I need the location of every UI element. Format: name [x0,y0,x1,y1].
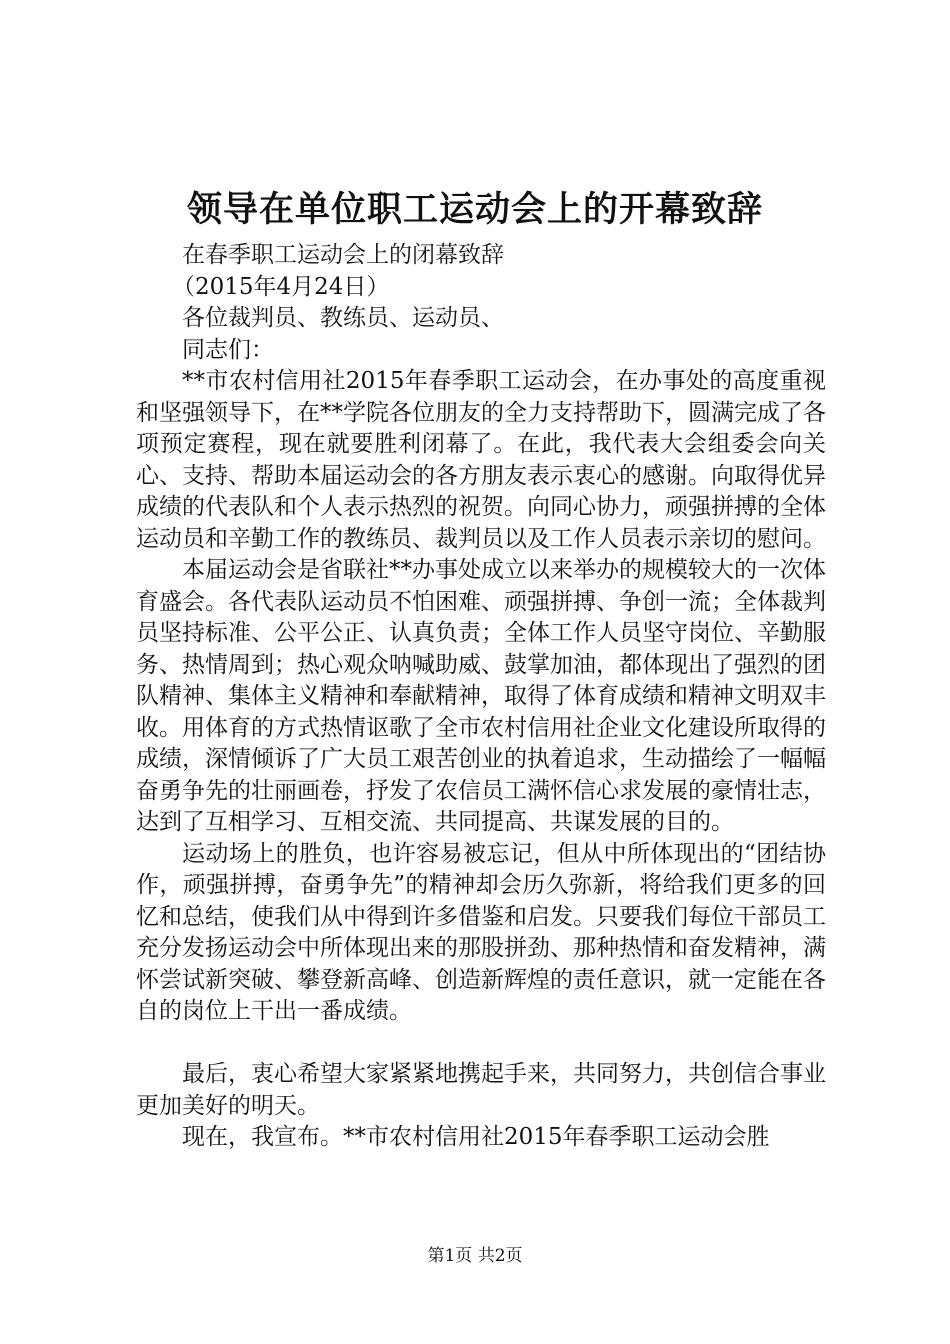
document-body [136,240,826,1154]
page-title: 领导在单位职工运动会上的开幕致辞 [186,189,763,230]
paragraph-3: 运动场上的胜负，也许容易被忘记，但从中所体现出的“团结协作，顽强拼搏，奋勇争先”的精神却会历久弥新，将给我们更多的回忆和总结，使我们从中得到许多借鉴和启发。只要我们每位干部员工充分发扬运动会中所体现出来的那股拼劲、那种热情和奋发精神，满怀尝试新突破、攀登新高峰、创造新辉煌的责任意识，就一定能在各自的岗位上干出一番成绩。 [136,840,826,1024]
paragraph-gap [136,1028,826,1060]
document-date: （2015年4月24日） [172,273,390,300]
salutation-line-2: 同志们： [182,336,274,363]
paragraph-2: 本届运动会是省联社**办事处成立以来举办的规模较大的一次体育盛会。各代表队运动员不怕困难、顽强拼搏、争创一流；全体裁判员坚持标准、公平公正、认真负责；全体工作人员坚守岗位、辛勤服务、热情周到；热心观众呐喊助威、鼓掌加油，都体现出了强烈的团队精神、集体主义精神和奉献精神，取得了体育成绩和精神文明双丰收。用体育的方式热情讴歌了全市农村信用社企业文化建设所取得的成绩，深情倾诉了广大员工艰苦创业的执着追求，生动描绘了一幅幅奋勇争先的壮丽画卷，抒发了农信员工满怀信心求发展的豪情壮志，达到了互相学习、互相交流、共同提高、共谋发展的目的。 [136,557,826,835]
paragraph-4: 最后，衷心希望大家紧紧地携起手来，共同努力，共创信合事业更加美好的明天。 [136,1061,826,1119]
document-subtitle: 在春季职工运动会上的闭幕致辞 [182,242,504,268]
page-footer [0,1245,950,1267]
paragraph-1: **市农村信用社2015年春季职工运动会，在办事处的高度重视和坚强领导下，在**学院各位朋友的全力支持帮助下，圆满完成了各项预定赛程，现在就要胜利闭幕了。在此，我代表大会组委会向关心、支持、帮助本届运动会的各方朋友表示衷心的感谢。向取得优异成绩的代表队和个人表示热烈的祝贺。向同心协力，顽强拼搏的全体运动员和辛勤工作的教练员、裁判员以及工作人员表示亲切的慰问。 [136,368,826,552]
salutation-line-1: 各位裁判员、教练员、运动员、 [182,305,504,331]
page-number-label: 第1页 共2页 [427,1246,523,1266]
paragraph-5: 现在，我宣布。**市农村信用社2015年春季职工运动会胜 [182,1124,770,1150]
